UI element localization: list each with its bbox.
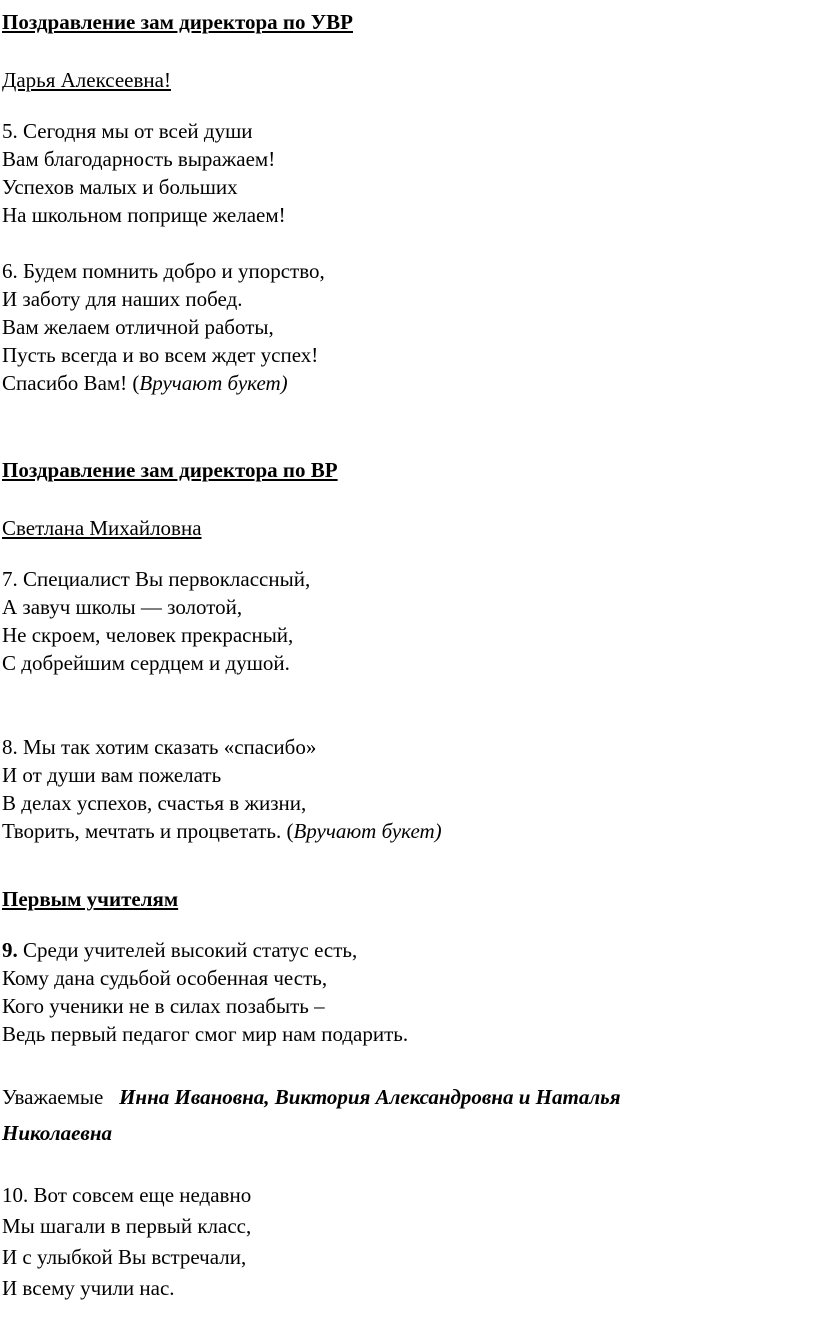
verse-5-line-3: Успехов малых и больших [2, 175, 238, 199]
verse-7-line-3: Не скроем, человек прекрасный, [2, 623, 294, 647]
addressee-name-svetlana: Светлана Михайловна [2, 516, 202, 540]
verse-7-line-4: С добрейшим сердцем и душой. [2, 651, 290, 675]
address-prefix: Уважаемые [2, 1085, 120, 1109]
verse-10-line-2: Мы шагали в первый класс, [2, 1214, 252, 1238]
verse-5-line-4: На школьном поприще желаем! [2, 203, 286, 227]
section-heading-first-teachers: Первым учителям [2, 887, 179, 911]
verse-8-line-3: В делах успехов, счастья в жизни, [2, 791, 307, 815]
verse-8-line-4 [2, 817, 442, 845]
verse-6-line-2: И заботу для наших побед. [2, 287, 243, 311]
address-line [2, 1083, 621, 1111]
stage-direction: Вручают букет) [293, 819, 442, 843]
verse-9-first-text: Среди учителей высокий статус есть, [17, 938, 358, 962]
verse-6-closing [2, 369, 288, 397]
section-heading-vr: Поздравление зам директора по ВР [2, 458, 338, 482]
verse-10-line-1: 10. Вот совсем еще недавно [2, 1183, 252, 1207]
verse-5-line-2: Вам благодарность выражаем! [2, 147, 276, 171]
verse-6-line-4: Пусть всегда и во всем ждет успех! [2, 343, 319, 367]
verse-9-line-1 [2, 936, 357, 964]
verse-7-line-1: 7. Специалист Вы первоклассный, [2, 567, 311, 591]
verse-6-line-3: Вам желаем отличной работы, [2, 315, 274, 339]
verse-10-line-3: И с улыбкой Вы встречали, [2, 1245, 247, 1269]
stage-direction: Вручают букет) [139, 371, 288, 395]
verse-9-number: 9. [2, 938, 18, 962]
section-heading-uvr: Поздравление зам директора по УВР [2, 10, 354, 34]
addressee-name-darya: Дарья Алексеевна! [2, 68, 171, 92]
verse-9-line-2: Кому дана судьбой особенная честь, [2, 966, 328, 990]
verse-5-line-1: 5. Сегодня мы от всей души [2, 119, 253, 143]
verse-9-line-3: Кого ученики не в силах позабыть – [2, 994, 325, 1018]
verse-8-line-2: И от души вам пожелать [2, 763, 222, 787]
verse-10-line-4: И всему учили нас. [2, 1276, 175, 1300]
teacher-names-continued: Николаевна [2, 1121, 112, 1145]
verse-7-line-2: А завуч школы — золотой, [2, 595, 243, 619]
teacher-names: Инна Ивановна, Виктория Александровна и Наталья [119, 1085, 621, 1109]
closing-text: Спасибо Вам! ( [2, 371, 140, 395]
verse-8-line-1: 8. Мы так хотим сказать «спасибо» [2, 735, 317, 759]
verse-6-line-1: 6. Будем помнить добро и упорство, [2, 259, 325, 283]
verse-9-line-4: Ведь первый педагог смог мир нам подарить. [2, 1022, 409, 1046]
verse-8-last-text: Творить, мечтать и процветать. ( [2, 819, 294, 843]
